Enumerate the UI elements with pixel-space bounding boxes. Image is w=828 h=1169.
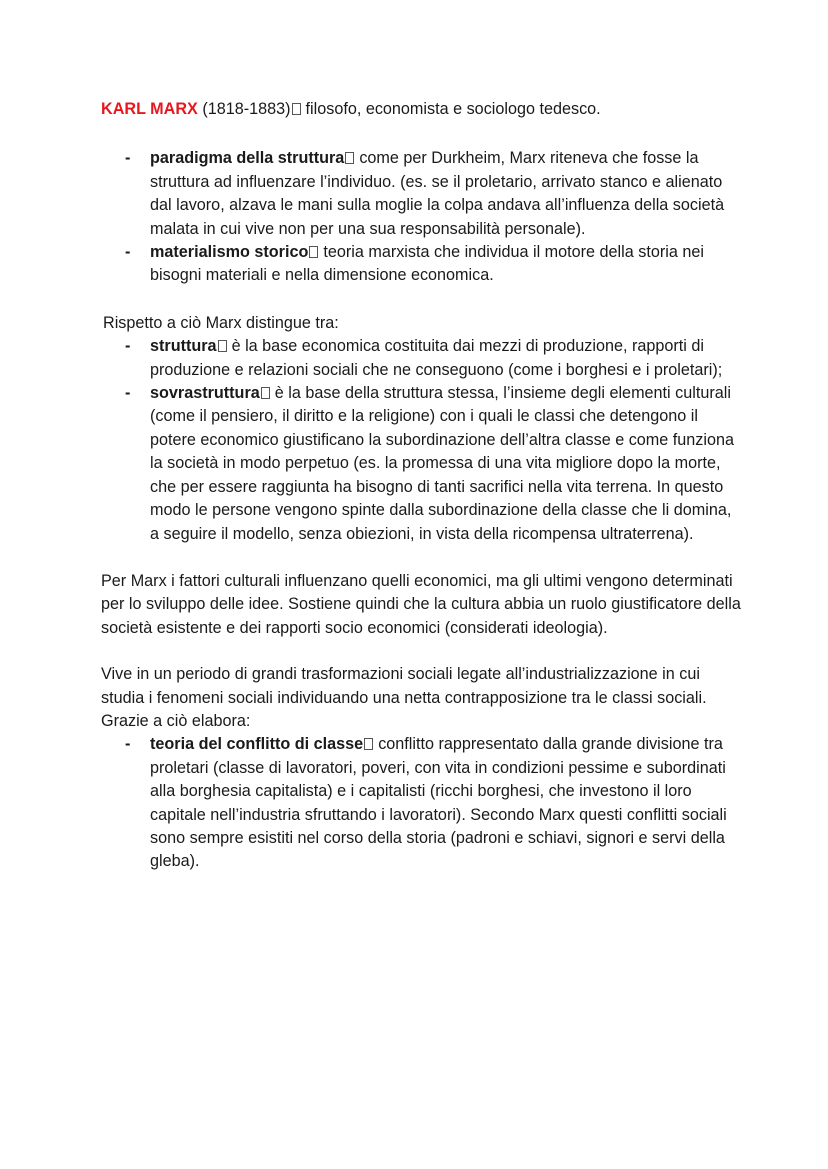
list-item-term: struttura — [150, 337, 217, 356]
bullet-dash: - — [125, 337, 131, 356]
paragraph-cultural-factors: Per Marx i fattori culturali influenzano quelli economici, ma gli ultimi vengono determinati per lo sviluppo delle idee. Sostiene quindi che la cultura abbia un ruolo giustificatore della società esistente e dei rapporti socio economici (considerati ideologia). — [101, 571, 741, 637]
list-item-term: teoria del conflitto di classe — [150, 735, 364, 754]
heading-line — [101, 98, 741, 121]
heading-years: (1818-1883) — [202, 100, 291, 118]
list-item-text: conflitto rappresentato dalla grande divisione tra proletari (classe di lavoratori, poveri, con vita in condizioni pessime e subordinati alla borghesia capitalista) e i capitalisti (ricchi borghesi, che investono il loro capitale nell’industria sfruttando i lavoratori). Secondo Marx questi conflitti sociali sono sempre esistiti nel corso della storia (padroni e schiavi, signori e servi della gleba). — [150, 735, 727, 871]
heading-description: filosofo, economista e sociologo tedesco. — [305, 100, 601, 118]
bullet-dash: - — [125, 243, 131, 262]
missing-glyph-icon — [364, 738, 373, 750]
list-item-text: è la base economica costituita dai mezzi di produzione, rapporti di produzione e relazioni sociali che ne conseguono (come i borghesi e i proletari); — [150, 337, 723, 379]
list-item — [101, 147, 741, 241]
bullet-dash: - — [125, 384, 131, 403]
missing-glyph-icon — [292, 103, 301, 115]
list-item-text: è la base della struttura stessa, l’insieme degli elementi culturali (come il pensiero, il diritto e la religione) con i quali le classi che detengono il potere economico giustificano la subordinazione dell’altra classe e come funziona la società in modo perpetuo (es. la promessa di una vita migliore dopo la morte, che per essere raggiunta ha bisogno di tanti sacrifici nella vita terrena. In questo modo le persone vengono spinte dalla subordinazione della classe che li domina, a seguire il modello, senza obiezioni, in vista della ricompensa ultraterrena). — [150, 384, 734, 543]
heading-name: KARL MARX — [101, 100, 198, 118]
list-class-conflict — [101, 733, 741, 873]
list-item-term: sovrastruttura — [150, 384, 260, 403]
list-item — [101, 382, 741, 546]
list-structure — [101, 335, 741, 546]
missing-glyph-icon — [309, 246, 318, 258]
list-item-text: come per Durkheim, Marx riteneva che fosse la struttura ad influenzare l’individuo. (es. se il proletario, arrivato stanco e alienato dal lavoro, alzava le mani sulla moglie la colpa andava all’influenza della società malata in cui vive non per una sua responsabilità personale). — [150, 149, 725, 238]
intro-distinction: Rispetto a ciò Marx distingue tra: — [103, 313, 339, 332]
list-item-term: paradigma della struttura — [150, 149, 345, 168]
document-page — [101, 98, 741, 874]
missing-glyph-icon — [261, 387, 270, 399]
list-paradigms — [101, 147, 741, 287]
bullet-dash: - — [125, 149, 131, 168]
missing-glyph-icon — [345, 152, 354, 164]
missing-glyph-icon — [218, 340, 227, 352]
intro-elaboration: Grazie a ciò elabora: — [101, 711, 251, 730]
list-item-term: materialismo storico — [150, 243, 309, 262]
list-item-text: teoria marxista che individua il motore della storia nei bisogni materiali e nella dimensione economica. — [150, 243, 704, 285]
bullet-dash: - — [125, 735, 131, 754]
list-item — [101, 335, 741, 382]
list-item — [101, 733, 741, 873]
list-item — [101, 241, 741, 288]
paragraph-industrialization: Vive in un periodo di grandi trasformazioni sociali legate all’industrializzazione in cui studia i fenomeni sociali individuando una netta contrapposizione tra le classi sociali. — [101, 665, 707, 707]
